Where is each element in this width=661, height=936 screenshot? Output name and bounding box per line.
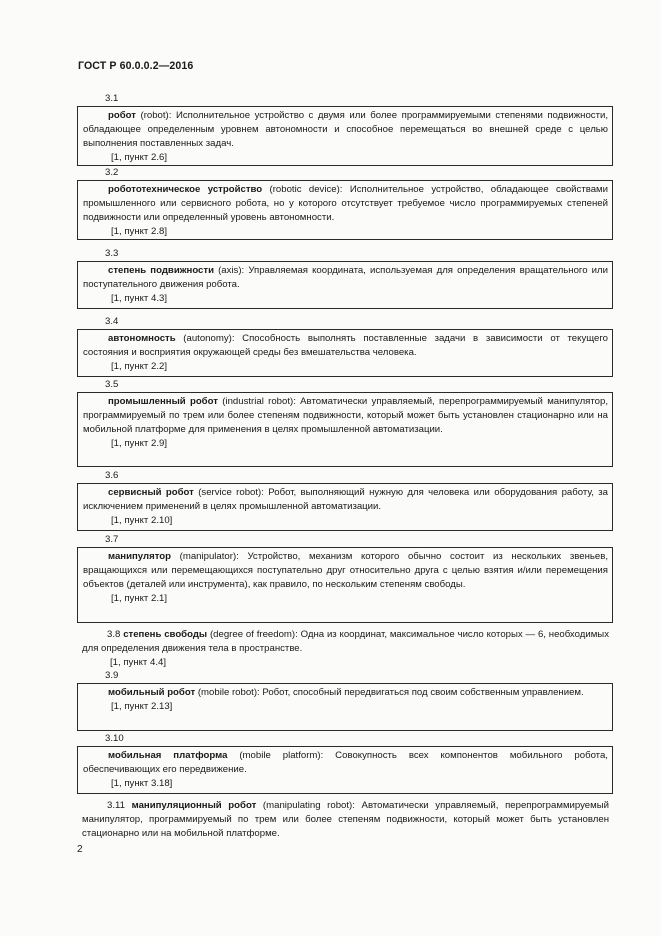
term-reference: [1, пункт 2.9]	[111, 438, 167, 449]
term-number: 3.11	[107, 800, 125, 811]
term-definition	[83, 395, 608, 437]
term-definition	[83, 332, 608, 360]
term-box-manipulator	[77, 547, 613, 623]
term-english: (manipulator):	[171, 551, 239, 562]
term-text: Устройство, механизм которого обычно состоит из нескольких звеньев, вращающихся или перемещающихся поступательно друг относительно друга с целью взятия и/или перемещения объектов (деталей или инструмента), как правило, по нескольким степеням свободы.	[83, 551, 608, 590]
term-box-mobile-platform	[77, 746, 613, 794]
term-definition	[83, 749, 608, 777]
term-reference: [1, пункт 2.1]	[111, 593, 167, 604]
term-number: 3.10	[105, 733, 124, 744]
term-name: манипуляционный робот	[131, 800, 257, 811]
term-number: 3.9	[105, 670, 119, 681]
term-reference: [1, пункт 2.13]	[111, 701, 173, 712]
term-definition	[83, 686, 608, 700]
document-header: ГОСТ Р 60.0.0.2—2016	[78, 60, 194, 72]
term-english: (mobile robot):	[195, 687, 260, 698]
term-definition	[82, 799, 609, 841]
term-text: Совокупность всех компонентов мобильного робота, обеспечивающих его передвижение.	[83, 750, 608, 775]
term-number: 3.3	[105, 248, 119, 259]
term-english: (degree of freedom):	[207, 629, 298, 640]
term-number: 3.1	[105, 93, 119, 104]
term-english: (service robot):	[193, 487, 264, 498]
term-reference: [1, пункт 2.2]	[111, 361, 167, 372]
term-paragraph-degree-of-freedom	[77, 628, 613, 669]
term-name: робототехническое устройство	[108, 184, 263, 195]
term-number: 3.4	[105, 316, 119, 327]
term-text: Исполнительное устройство с двумя или более программируемыми степенями подвижности, обладающее определенным уровнем автономности и способное перемещаться во внешней среде с целью выполнения поставленных задач.	[83, 110, 608, 149]
term-number: 3.2	[105, 167, 119, 178]
term-box-autonomy	[77, 329, 613, 377]
term-english: (axis):	[213, 265, 245, 276]
term-text: Управляемая координата, используемая для определения вращательного или поступательного движения робота.	[83, 265, 608, 290]
term-definition	[83, 550, 608, 592]
term-english: (robot):	[135, 110, 172, 121]
term-name: сервисный робот	[108, 487, 194, 498]
term-box-mobile-robot	[77, 683, 613, 731]
term-paragraph-manipulating-robot	[77, 799, 613, 841]
term-definition	[83, 264, 608, 292]
term-reference: [1, пункт 2.6]	[111, 152, 167, 163]
term-name: промышленный робот	[108, 396, 218, 407]
term-text: Робот, способный передвигаться под своим собственным управлением.	[259, 687, 584, 698]
term-english: (autonomy):	[175, 333, 235, 344]
term-box-industrial-robot	[77, 392, 613, 467]
term-box-robot	[77, 106, 613, 166]
term-definition	[82, 628, 609, 656]
term-english: (robotic device):	[262, 184, 343, 195]
term-english: (mobile platform):	[227, 750, 324, 761]
term-number: 3.7	[105, 534, 119, 545]
term-name: степень подвижности	[108, 265, 214, 276]
term-name: степень свободы	[123, 629, 208, 640]
term-box-axis	[77, 261, 613, 309]
term-text: Автоматически управляемый, перепрограммируемый манипулятор, программируемый по трем или более степеням подвижности, который может быть установлен стационарно или на мобильной платформе для применения в целях промышленной автоматизации.	[83, 396, 608, 435]
page-number: 2	[77, 844, 83, 855]
term-english: (industrial robot):	[217, 396, 296, 407]
term-definition	[83, 109, 608, 151]
term-number: 3.6	[105, 470, 119, 481]
term-reference: [1, пункт 2.8]	[111, 226, 167, 237]
term-number: 3.8	[107, 629, 121, 640]
term-box-service-robot	[77, 483, 613, 531]
term-name: манипулятор	[108, 551, 171, 562]
term-text: Способность выполнять поставленные задачи в зависимости от текущего состояния и восприятия окружающей среды без вмешательства человека.	[83, 333, 608, 358]
term-text: Робот, выполняющий нужную для человека или оборудования работу, за исключением применений в целях промышленной автоматизации.	[83, 487, 608, 512]
term-definition	[83, 486, 608, 514]
term-name: робот	[108, 110, 136, 121]
term-reference: [1, пункт 4.4]	[110, 657, 166, 668]
term-number: 3.5	[105, 379, 119, 390]
term-text: Исполнительное устройство, обладающее свойствами промышленного или сервисного робота, но у которого отсутствует требуемое число программируемых степеней подвижности или определенный уровень автономности.	[83, 184, 608, 223]
term-text: Автоматически управляемый, перепрограммируемый манипулятор, программируемый по трем или более степеням подвижности, который может быть установлен стационарно или на мобильной платформе.	[82, 800, 609, 839]
term-name: автономность	[108, 333, 176, 344]
term-definition	[83, 183, 608, 225]
term-name: мобильная платформа	[108, 750, 228, 761]
term-reference: [1, пункт 3.18]	[111, 778, 173, 789]
term-english: (manipulating robot):	[256, 800, 355, 811]
term-reference: [1, пункт 2.10]	[111, 515, 173, 526]
term-name: мобильный робот	[108, 687, 196, 698]
term-box-robotic-device	[77, 180, 613, 240]
term-text: Одна из координат, максимальное число которых — 6, необходимых для определения движения тела в пространстве.	[82, 629, 609, 654]
term-reference: [1, пункт 4.3]	[111, 293, 167, 304]
